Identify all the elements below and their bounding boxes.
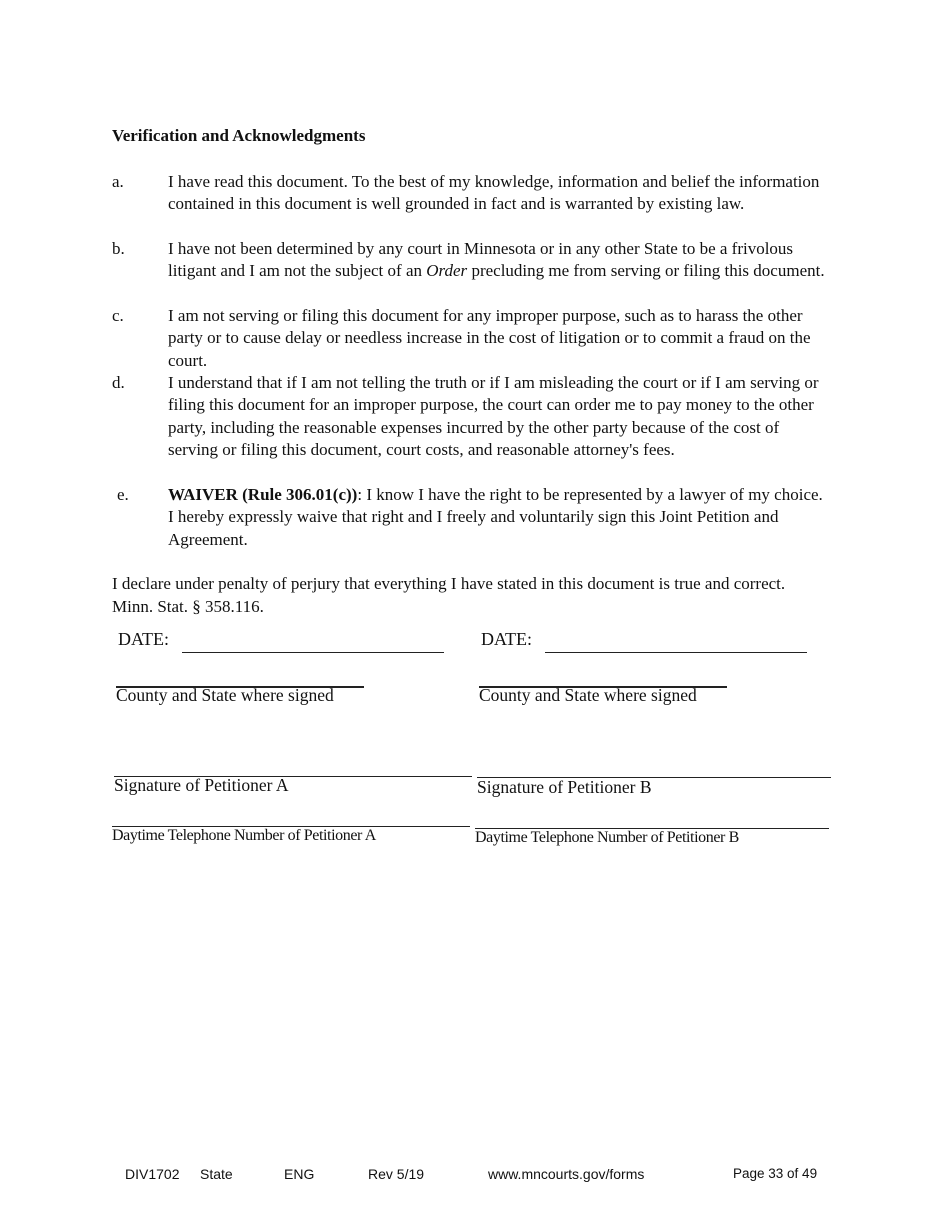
footer-language: ENG: [284, 1166, 315, 1182]
county-label-b: County and State where signed: [479, 685, 697, 705]
date-label-b: DATE:: [481, 629, 532, 649]
item-letter: d.: [112, 373, 125, 392]
date-line-a[interactable]: [182, 652, 444, 653]
date-label-a: DATE:: [118, 629, 169, 649]
perjury-declaration: I declare under penalty of perjury that everything I have stated in this document is true and correct. Minn. Stat. § 358.116.: [112, 574, 786, 616]
signature-label-a: Signature of Petitioner A: [114, 775, 289, 795]
phone-label-b: Daytime Telephone Number of Petitioner B: [475, 829, 739, 846]
date-line-b[interactable]: [545, 652, 807, 653]
signature-label-b: Signature of Petitioner B: [477, 777, 652, 797]
item-letter: a.: [112, 172, 124, 191]
item-text: [168, 484, 832, 551]
footer-jurisdiction: State: [200, 1166, 233, 1182]
acknowledgment-item-e: [112, 484, 832, 551]
item-text: I am not serving or filing this document for any improper purpose, such as to harass the other party or to cause delay or needless increase in the cost of litigation or to commit a fraud on the court.: [168, 306, 811, 370]
footer-revision: Rev 5/19: [368, 1166, 425, 1182]
item-text-emphasis: Order: [426, 261, 468, 281]
item-text: [168, 238, 832, 283]
item-text: I understand that if I am not telling the truth or if I am misleading the court or if I am serving or filing this document for an improper purpose, the court can order me to pay money to the other party, including the reasonable expenses incurred by the other party because of the cost of serving or filing this document, court costs, and reasonable attorney's fees.: [168, 373, 819, 459]
item-text: I have read this document. To the best of my knowledge, information and belief the information contained in this document is well grounded in fact and is warranted by existing law.: [168, 172, 820, 214]
item-text-after: precluding me from serving or filing this document.: [467, 261, 825, 281]
item-letter: e.: [117, 485, 129, 504]
item-letter: c.: [112, 306, 124, 325]
acknowledgment-item-d: [112, 372, 832, 461]
footer-website[interactable]: www.mncourts.gov/forms: [488, 1166, 645, 1182]
county-label-a: County and State where signed: [116, 685, 334, 705]
acknowledgment-item-b: [112, 238, 832, 283]
item-letter: b.: [112, 239, 125, 258]
footer-page-number: Page 33 of 49: [733, 1166, 818, 1181]
acknowledgment-item-c: [112, 305, 832, 372]
acknowledgment-item-a: [112, 171, 832, 216]
phone-label-a: Daytime Telephone Number of Petitioner A: [112, 827, 376, 844]
footer-form-id: DIV1702: [125, 1166, 180, 1182]
section-heading: Verification and Acknowledgments: [112, 126, 366, 145]
waiver-text: : I know I have the right to be represented by a lawyer of my choice. I hereby expressly waive that right and I freely and voluntarily sign this Joint Petition and Agreement.: [168, 485, 823, 549]
waiver-bold: WAIVER (Rule 306.01(c)): [168, 485, 358, 504]
item-text-before: I have not been determined by any court in Minnesota or in any other State to be a frivolous litigant and I am not the subject of an: [168, 239, 794, 281]
